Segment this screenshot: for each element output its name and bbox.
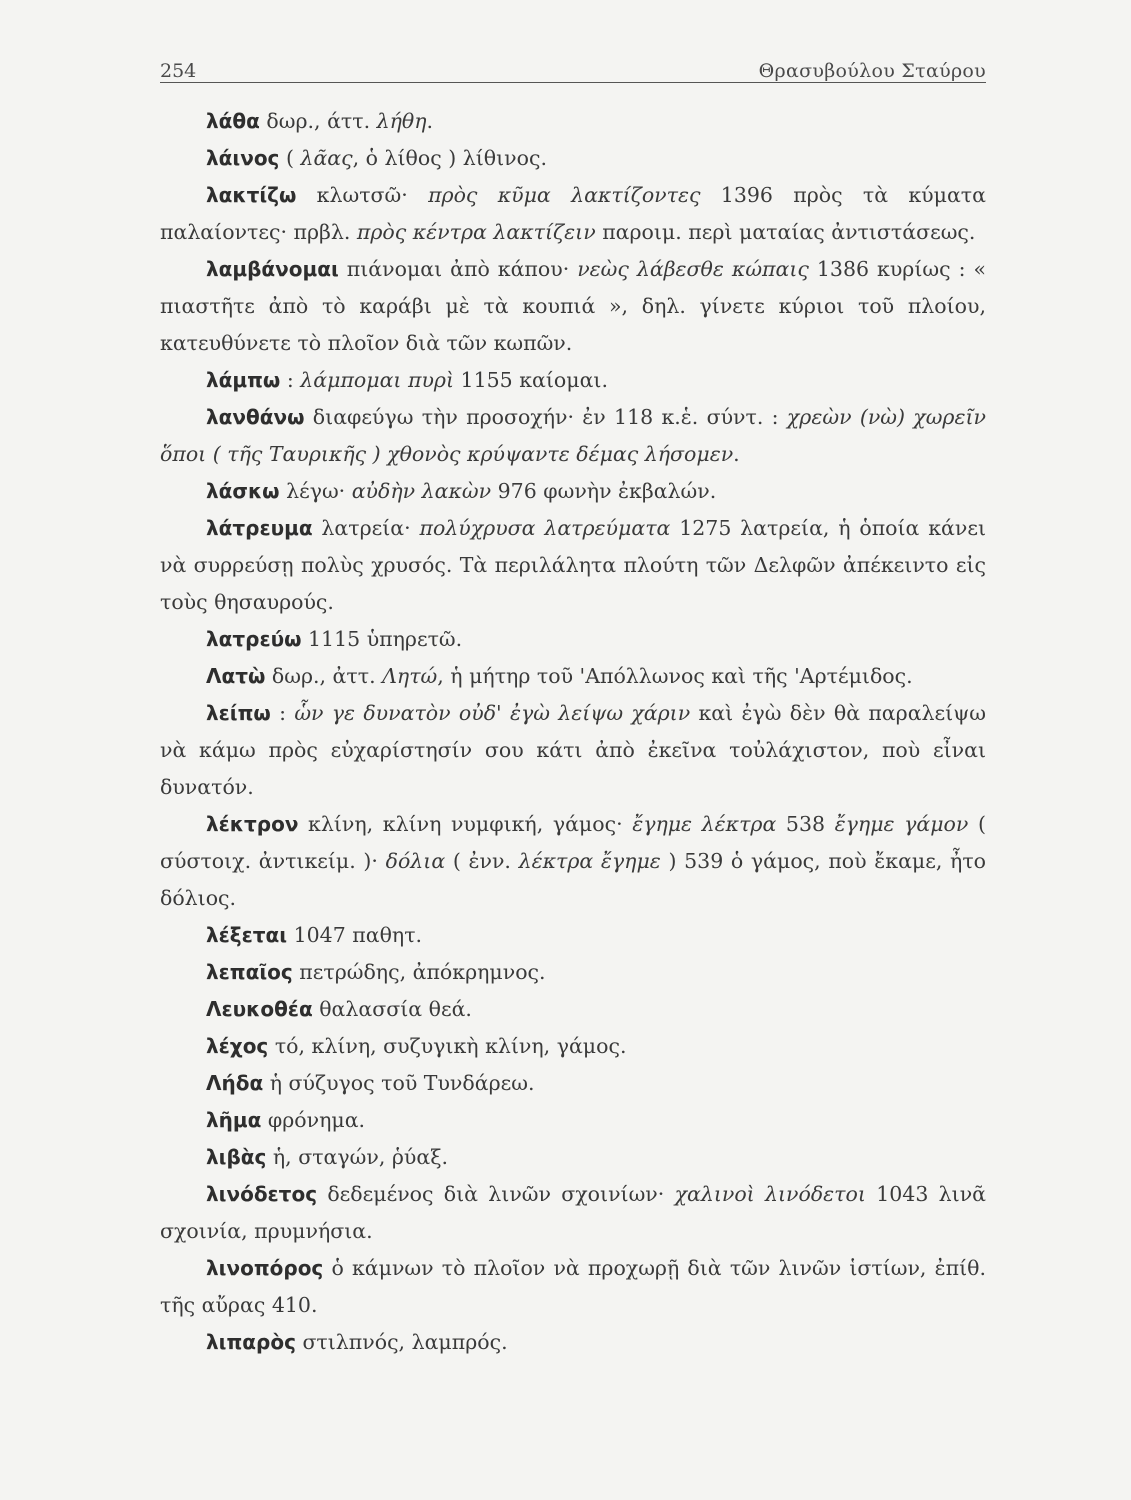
- entry-quotation: ἔγημε γάμον: [834, 812, 969, 836]
- entry-headword: Λήδα: [206, 1071, 264, 1095]
- glossary-entry: [160, 1176, 986, 1250]
- entry-quotation: πρὸς κέντρα λακτίζειν: [356, 220, 596, 244]
- entry-definition: , ἡ μήτηρ τοῦ 'Απόλλωνος καὶ τῆς 'Αρτέμιδος.: [437, 664, 913, 688]
- entry-quotation: ἔγημε λέκτρα: [632, 812, 777, 836]
- entry-quotation: χαλινοὶ λινόδετοι: [674, 1182, 866, 1206]
- entry-quotation: αὐδὴν λακὼν: [351, 479, 492, 503]
- entry-definition: πιάνομαι ἀπὸ κάπου·: [338, 257, 578, 281]
- entry-definition: (: [279, 146, 301, 170]
- entry-headword: λάμπω: [206, 368, 281, 392]
- entry-definition: ) 539 ὁ γάμος, ποὺ ἔκαμε, ἦτο δόλιος.: [160, 849, 986, 910]
- entry-headword: Λευκοθέα: [206, 997, 313, 1021]
- glossary-entry: [160, 1139, 986, 1176]
- entry-definition: ( σύστοιχ. ἀντικείμ. )·: [160, 812, 986, 873]
- entry-headword: λείπω: [206, 701, 271, 725]
- entry-definition: ἡ σύζυγος τοῦ Τυνδάρεω.: [263, 1071, 535, 1095]
- entry-definition: .: [733, 442, 740, 466]
- page-header: [160, 44, 986, 83]
- entry-quotation: ὧν γε δυνατὸν οὐδ' ἐγὼ λείψω χάριν: [294, 701, 691, 725]
- entry-quotation: Λητώ: [382, 664, 438, 688]
- glossary-entry: [160, 510, 986, 621]
- entry-headword: λιπαρὸς: [206, 1330, 296, 1354]
- entry-definition: λατρεία·: [312, 516, 420, 540]
- entry-definition: .: [426, 109, 434, 133]
- glossary-entries: [160, 103, 986, 1361]
- entry-headword: λάτρευμα: [206, 516, 313, 540]
- entry-quotation: λέκτρα ἔγημε: [518, 849, 661, 873]
- entry-headword: λῆμα: [206, 1108, 262, 1132]
- glossary-entry: [160, 806, 986, 917]
- entry-definition: :: [270, 701, 295, 725]
- glossary-entry: [160, 399, 986, 473]
- entry-headword: λέχος: [206, 1034, 269, 1058]
- entry-headword: λεπαῖος: [206, 960, 293, 984]
- glossary-entry: [160, 917, 986, 954]
- entry-definition: 1115 ὑπηρετῶ.: [301, 627, 463, 651]
- entry-headword: λάινος: [206, 146, 280, 170]
- entry-definition: δωρ., άττ.: [259, 109, 377, 133]
- entry-definition: δεδεμένος διὰ λινῶν σχοινίων·: [317, 1182, 675, 1206]
- entry-headword: λέξεται: [206, 923, 288, 947]
- entry-definition: 538: [776, 812, 835, 836]
- entry-quotation: πρὸς κῦμα λακτίζοντες: [428, 183, 701, 207]
- entry-definition: 1155 καίομαι.: [454, 368, 608, 392]
- entry-definition: φρόνημα.: [261, 1108, 366, 1132]
- entry-headword: λάθα: [206, 109, 260, 133]
- glossary-entry: [160, 658, 986, 695]
- entry-headword: λινοπόρος: [206, 1256, 324, 1280]
- entry-definition: 1043 λινᾶ σχοινία, πρυμνήσια.: [160, 1182, 987, 1243]
- entry-headword: λινόδετος: [206, 1182, 318, 1206]
- entry-definition: κλωτσῶ·: [296, 183, 429, 207]
- entry-quotation: λάμπομαι πυρὶ: [300, 368, 455, 392]
- glossary-entry: [160, 1065, 986, 1102]
- entry-headword: λαμβάνομαι: [206, 257, 339, 281]
- glossary-entry: [160, 473, 986, 510]
- entry-quotation: νεὼς λάβεσθε κώπαις: [577, 257, 809, 281]
- entry-definition: :: [280, 368, 301, 392]
- glossary-entry: [160, 954, 986, 991]
- running-title: Θρασυβούλου Σταύρου: [758, 60, 986, 82]
- glossary-entry: [160, 362, 986, 399]
- entry-definition: ὁ κάμνων τὸ πλοῖον νὰ προχωρῇ διὰ τῶν λινῶν ἱστίων, ἐπίθ. τῆς αὔρας 410.: [160, 1256, 986, 1317]
- entry-definition: 1047 παθητ.: [287, 923, 423, 947]
- entry-definition: ἡ, σταγών, ῥύαξ.: [266, 1145, 449, 1169]
- glossary-entry: [160, 140, 986, 177]
- entry-headword: λιβὰς: [206, 1145, 267, 1169]
- entry-definition: 1396 πρὸς τὰ κύματα παλαίοντες· πρβλ.: [160, 183, 986, 244]
- entry-headword: λανθάνω: [206, 405, 305, 429]
- entry-quotation: δόλια: [385, 849, 446, 873]
- entry-quotation: λᾶας: [300, 146, 353, 170]
- glossary-entry: [160, 1324, 986, 1361]
- entry-definition: πετρώδης, ἀπόκρημνος.: [292, 960, 546, 984]
- dictionary-page: [160, 44, 986, 1361]
- entry-definition: κλίνη, κλίνη νυμφική, γάμος·: [298, 812, 633, 836]
- entry-quotation: πολύχρυσα λατρεύματα: [419, 516, 671, 540]
- glossary-entry: [160, 991, 986, 1028]
- entry-definition: παροιμ. περὶ ματαίας ἀντιστάσεως.: [595, 220, 976, 244]
- entry-definition: λέγω·: [279, 479, 352, 503]
- glossary-entry: [160, 695, 986, 806]
- entry-headword: Λατὼ: [206, 664, 266, 688]
- entry-headword: λατρεύω: [206, 627, 302, 651]
- entry-headword: λέκτρον: [206, 812, 299, 836]
- entry-definition: στιλπνός, λαμπρός.: [295, 1330, 508, 1354]
- entry-definition: τό, κλίνη, συζυγικὴ κλίνη, γάμος.: [268, 1034, 627, 1058]
- glossary-entry: [160, 177, 986, 251]
- entry-headword: λακτίζω: [206, 183, 297, 207]
- glossary-entry: [160, 103, 986, 140]
- glossary-entry: [160, 1028, 986, 1065]
- page-number: 254: [160, 60, 197, 82]
- entry-quotation: λήθη: [376, 109, 427, 133]
- entry-definition: θαλασσία θεά.: [312, 997, 472, 1021]
- entry-definition: ( ἐνν.: [445, 849, 519, 873]
- entry-definition: δωρ., ἀττ.: [265, 664, 383, 688]
- glossary-entry: [160, 621, 986, 658]
- entry-quotation: χρεὼν (νὼ) χωρεῖν ὅποι ( τῆς Ταυρικῆς ) χθονὸς κρύψαντε δέμας λήσομεν: [160, 405, 986, 466]
- entry-definition: 1386 κυρίως : « πιαστῆτε ἀπὸ τὸ καράβι μὲ τὰ κουπιά », δηλ. γίνετε κύριοι τοῦ πλοίου, κατευθύνετε τὸ πλοῖον διὰ τῶν κωπῶν.: [160, 257, 986, 355]
- entry-definition: 976 φωνὴν ἐκβαλών.: [491, 479, 717, 503]
- entry-definition: 1275 λατρεία, ἡ ὁποία κάνει νὰ συρρεύσῃ πολὺς χρυσός. Τὰ περιλάλητα πλούτη τῶν Δελφῶν ἀπέκειντο εἰς τοὺς θησαυρούς.: [160, 516, 986, 614]
- entry-definition: καὶ ἐγὼ δὲν θὰ παραλείψω νὰ κάμω πρὸς εὐχαρίστησίν σου κάτι ἀπὸ ἐκεῖνα τοὐλάχιστον, ποὺ εἶναι δυνατόν.: [160, 701, 986, 799]
- entry-definition: διαφεύγω τὴν προσοχήν· ἐν 118 κ.ἑ. σύντ. :: [304, 405, 787, 429]
- glossary-entry: [160, 1250, 986, 1324]
- glossary-entry: [160, 251, 986, 362]
- glossary-entry: [160, 1102, 986, 1139]
- entry-headword: λάσκω: [206, 479, 280, 503]
- entry-definition: , ὁ λίθος ) λίθινος.: [352, 146, 547, 170]
